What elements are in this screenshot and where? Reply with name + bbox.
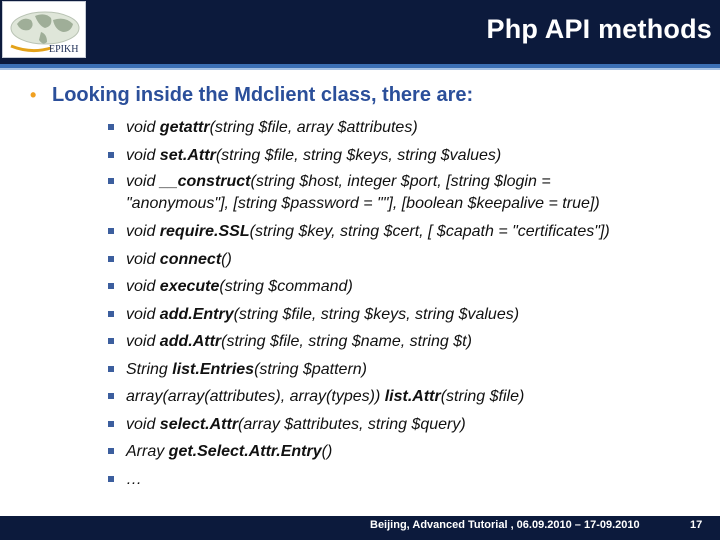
method-name: list.Attr <box>384 388 441 405</box>
method-name: getattr <box>159 119 210 136</box>
method-name: require.SSL <box>159 223 250 240</box>
method-item <box>106 273 610 301</box>
method-return-type: void <box>126 278 160 295</box>
method-args: (array $attributes, string $query) <box>238 415 466 433</box>
epikh-logo <box>2 1 86 58</box>
method-item <box>106 438 610 466</box>
square-bullet-icon <box>108 448 114 454</box>
square-bullet-icon <box>108 256 114 262</box>
method-name: __construct <box>159 173 251 190</box>
method-name: connect <box>159 250 222 268</box>
square-bullet-icon <box>108 366 114 372</box>
method-item <box>106 114 610 142</box>
method-name: set.Attr <box>159 146 216 164</box>
method-item <box>106 328 610 356</box>
square-bullet-icon <box>108 124 114 130</box>
method-return-type: String <box>126 360 173 378</box>
method-return-type: Array <box>126 443 169 460</box>
method-item <box>106 356 610 384</box>
method-return-type: void <box>126 119 160 136</box>
method-return-type: void <box>126 333 160 350</box>
method-args: (string $file, string $name, string $t) <box>221 333 472 350</box>
method-item <box>106 411 610 439</box>
method-return-type: void <box>126 415 160 433</box>
method-item <box>106 301 610 329</box>
method-name: execute <box>159 278 220 295</box>
method-args: (string $file, string $keys, string $values) <box>233 305 520 323</box>
intro-text: Looking inside the Mdclient class, there are: <box>52 84 474 106</box>
method-return-type: array(array(attributes), array(types)) <box>126 388 385 405</box>
method-return-type: void <box>126 146 160 164</box>
method-item <box>106 466 610 494</box>
page-title: Php API methods <box>486 14 712 44</box>
method-item <box>106 169 610 218</box>
method-args: (string $file, string $keys, string $values) <box>215 146 502 164</box>
method-args: (string $file) <box>440 388 525 405</box>
method-item <box>106 383 610 411</box>
method-return-type: void <box>126 173 160 190</box>
method-args-continued: "anonymous"], [string $password = ""], [boolean $keepalive = true]) <box>126 195 600 212</box>
square-bullet-icon <box>108 152 114 158</box>
method-name: get.Select.Attr.Entry <box>168 443 322 460</box>
method-return-type: void <box>126 223 160 240</box>
header-divider-light <box>0 68 720 70</box>
method-name: list.Entries <box>172 360 255 378</box>
method-name: add.Attr <box>159 333 222 350</box>
square-bullet-icon <box>108 476 114 482</box>
svg-text:EPIKH: EPIKH <box>49 44 79 55</box>
method-item <box>106 142 610 170</box>
method-return-type: void <box>126 305 160 323</box>
method-return-type: … <box>126 470 142 488</box>
method-args: (string $pattern) <box>254 360 367 378</box>
square-bullet-icon <box>108 393 114 399</box>
square-bullet-icon <box>108 421 114 427</box>
method-args: (string $key, string $cert, [ $capath = "certificates"]) <box>249 223 610 240</box>
square-bullet-icon <box>108 178 114 184</box>
square-bullet-icon <box>108 311 114 317</box>
method-args: (string $host, integer $port, [string $login = <box>250 173 551 190</box>
method-item <box>106 246 610 274</box>
method-args: (string $file, array $attributes) <box>209 119 418 136</box>
world-map-logo-icon <box>3 2 86 58</box>
intro-bullet <box>30 84 473 107</box>
square-bullet-icon <box>108 228 114 234</box>
method-list <box>106 114 610 493</box>
method-name: add.Entry <box>159 305 234 323</box>
method-args: (string $command) <box>219 278 353 295</box>
page-number: 17 <box>690 519 703 531</box>
footer-text: Beijing, Advanced Tutorial , 06.09.2010 – 17-09.2010 <box>370 519 640 531</box>
bullet-dot-icon: • <box>30 85 37 105</box>
method-name: select.Attr <box>159 415 239 433</box>
square-bullet-icon <box>108 338 114 344</box>
square-bullet-icon <box>108 283 114 289</box>
method-args: () <box>321 443 333 460</box>
method-item <box>106 218 610 246</box>
method-return-type: void <box>126 250 160 268</box>
method-args: () <box>221 250 232 268</box>
